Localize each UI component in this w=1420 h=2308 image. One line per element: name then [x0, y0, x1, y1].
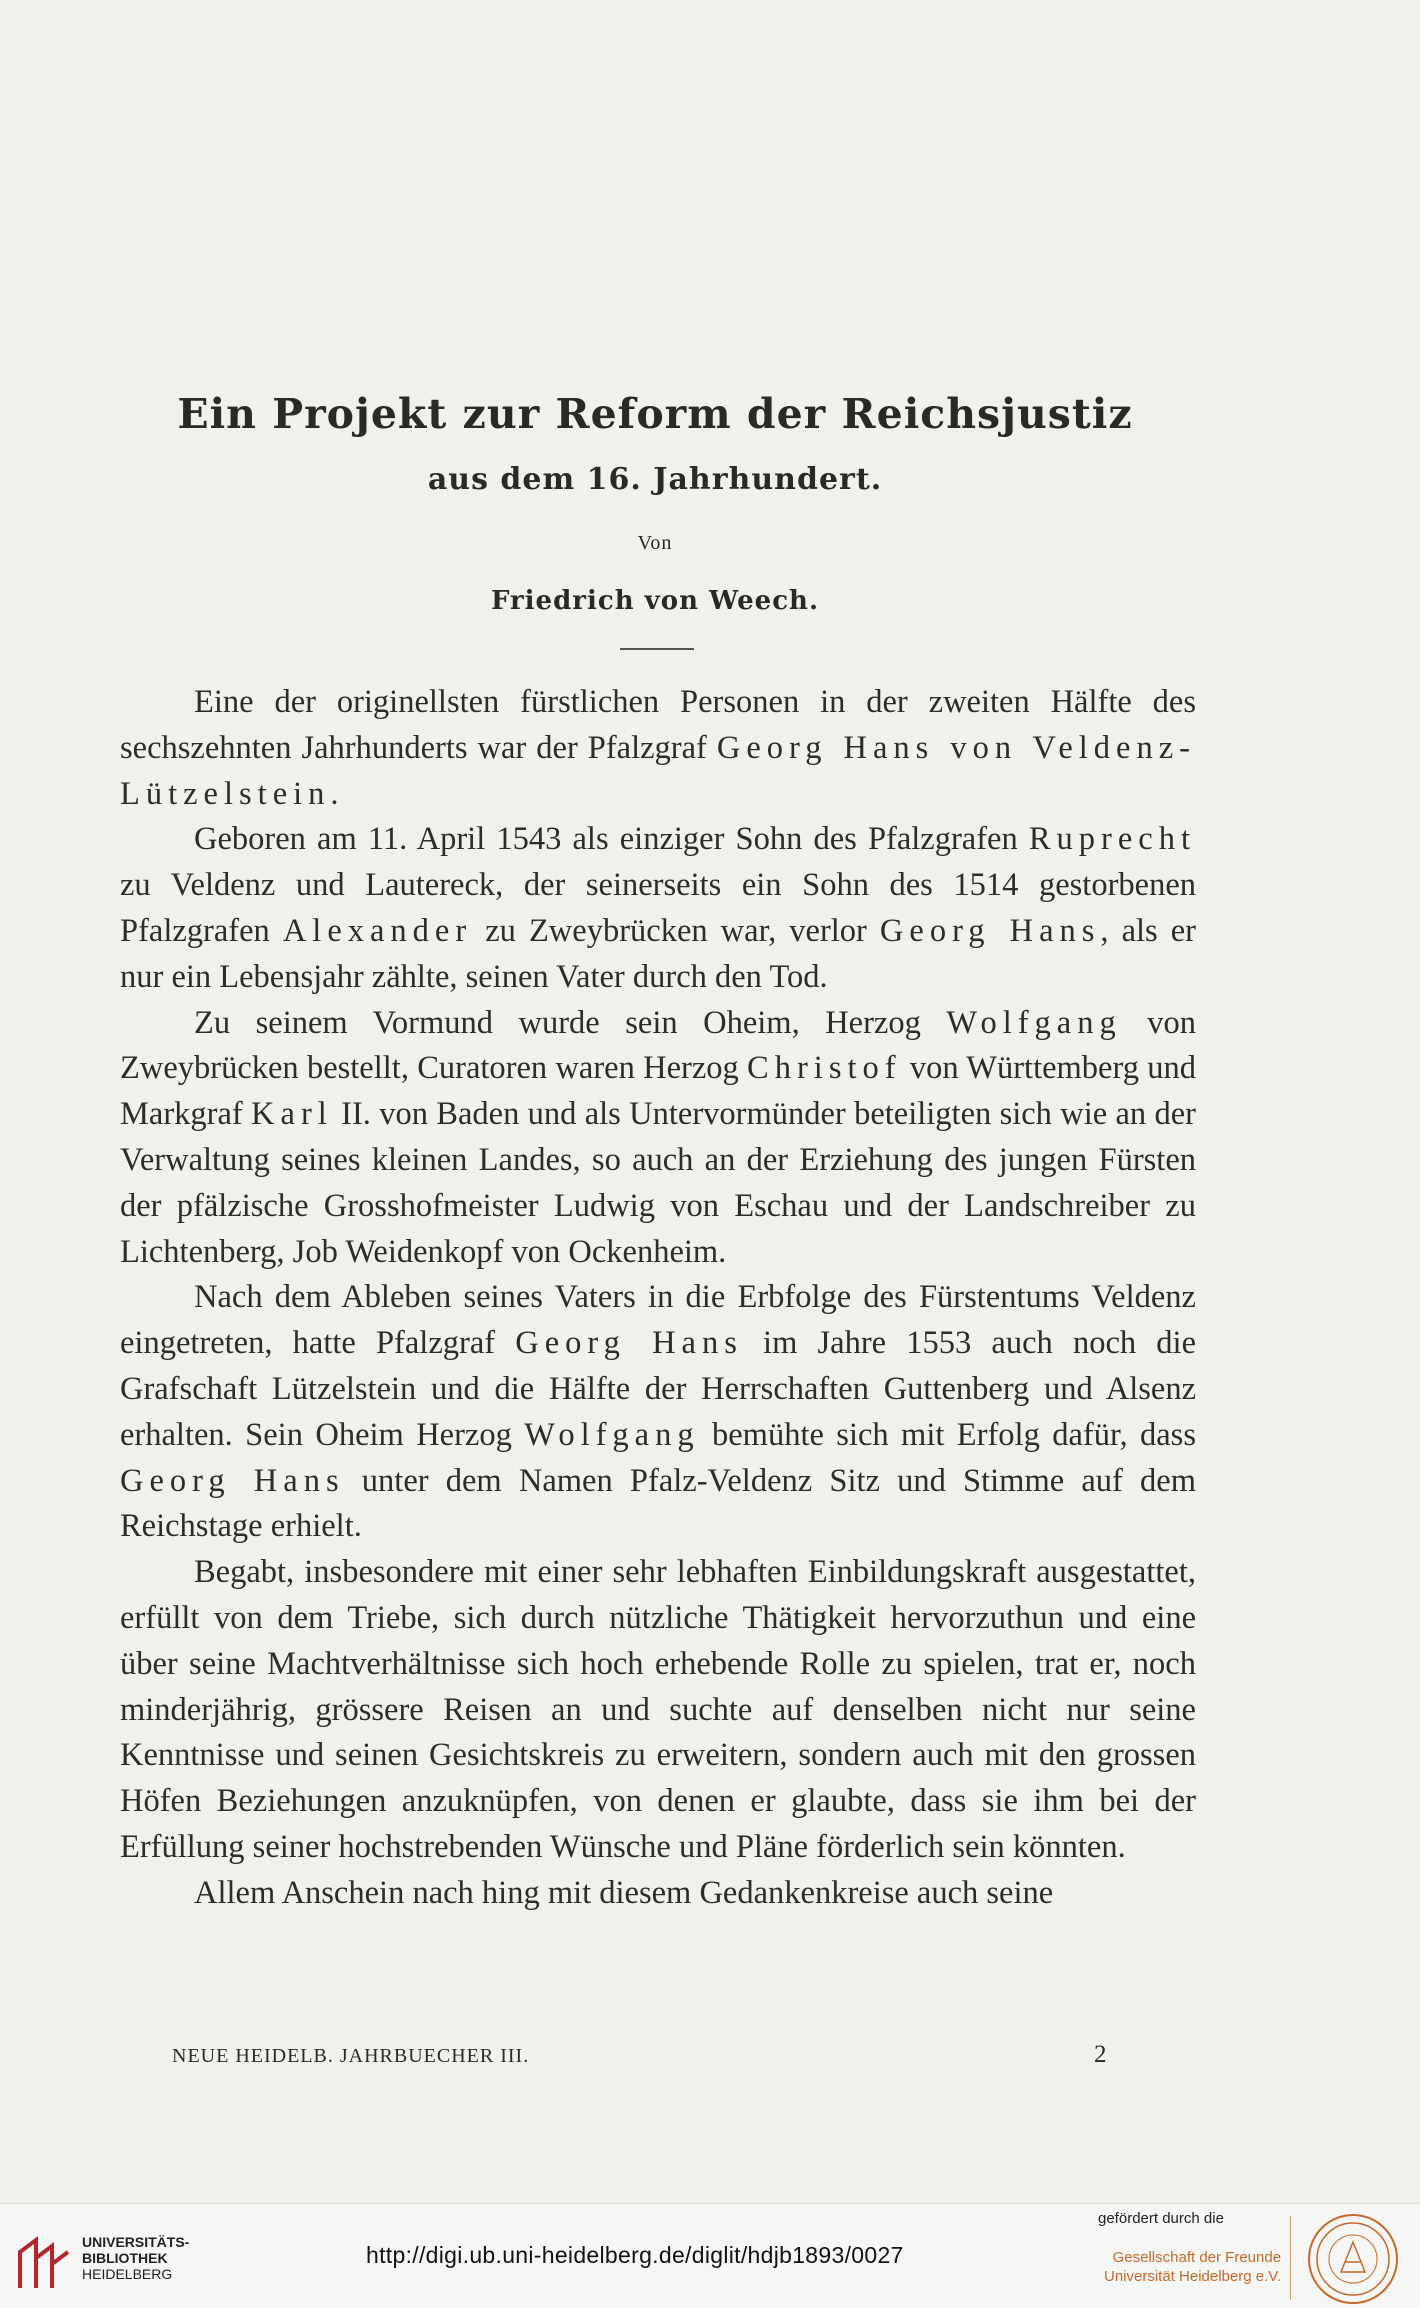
text-run: bemühte sich mit Erfolg dafür, dass — [699, 1416, 1196, 1453]
paragraph: Allem Anschein nach hing mit diesem Gedankenkreise auch seine — [194, 1874, 1054, 1911]
text-run: von Zweybrücken bestellt, Curatoren waren Herzog — [120, 1004, 1197, 1087]
spaced-name: Christof — [747, 1050, 902, 1087]
sponsor-label: gefördert durch die — [1098, 2210, 1224, 2227]
text-run: Geboren am 11. April 1543 als einziger Sohn des Pfalzgrafen — [194, 821, 1029, 858]
spaced-name: Georg Hans — [515, 1325, 743, 1362]
paragraph — [120, 1275, 1196, 1550]
university-library-logo-icon — [14, 2234, 72, 2292]
paragraph — [120, 1001, 1196, 1276]
journal-footer: NEUE HEIDELB. JAHRBUECHER III. — [172, 2045, 530, 2067]
spaced-name: Wolfgang — [524, 1416, 700, 1453]
library-name-line: HEIDELBERG — [82, 2266, 173, 2282]
sponsor-name — [1104, 2248, 1281, 2286]
sponsor-divider — [1290, 2216, 1291, 2300]
spaced-name: Georg Hans — [120, 1462, 345, 1499]
spaced-name: Georg Hans — [879, 912, 1101, 949]
article-author: Friedrich von Weech. — [490, 586, 819, 616]
text-run: II. von Baden und als Untervormünder beteiligten sich wie an der Verwaltung seines kleinen Landes, so auch an der Erziehung des jungen Fürsten der pfälzische Grosshofmeister Ludwig von Eschau und der Landschreiber zu Lichtenberg, Job Weidenkopf von Ockenheim. — [120, 1096, 1196, 1270]
sponsor-name-line: Gesellschaft der Freunde — [1112, 2249, 1282, 2266]
text-run: unter dem Namen Pfalz-Veldenz Sitz und Stimme auf dem Reichstage erhielt. — [120, 1462, 1196, 1545]
library-name-line: BIBLIOTHEK — [82, 2250, 168, 2266]
paragraph — [120, 817, 1196, 1000]
byline-von: Von — [637, 532, 673, 554]
text-run: Eine der originellsten fürstlichen Personen in der zweiten Hälfte des sechszehnten Jahrhunderts war der Pfalzgraf — [120, 684, 1196, 766]
page-number: 2 — [1094, 2041, 1107, 2068]
spaced-name: Karl — [251, 1096, 333, 1133]
library-name — [82, 2234, 189, 2282]
text-run: im Jahre 1553 auch noch die Grafschaft Lützelstein und die Hälfte der Herrschaften Guttenberg und Alsenz erhalten. Sein Oheim Herzog — [120, 1325, 1197, 1453]
spaced-name: Alexander — [282, 912, 473, 949]
sponsor-name-line: Universität Heidelberg e.V. — [1104, 2268, 1282, 2285]
viewer-footer — [0, 2203, 1420, 2308]
document-url-link[interactable]: http://digi.ub.uni-heidelberg.de/diglit/hdjb1893/0027 — [366, 2242, 904, 2268]
text-run: Zu seinem Vormund wurde sein Oheim, Herzog — [194, 1004, 947, 1041]
text-run: zu Veldenz und Lautereck, der seinerseits ein Sohn des 1514 gestorbenen Pfalzgrafen — [120, 867, 1196, 949]
paragraph: Begabt, insbesondere mit einer sehr lebhaften Einbildungskraft ausgestattet, erfüllt von dem Triebe, sich durch nützliche Thätigkeit hervorzuthun und eine über seine Machtverhältnisse sich hoch erhebende Rolle zu spielen, trat er, noch minderjährig, grössere Reisen an und suchte auf denselben nicht nur seine Kenntnisse und seinen Gesichtskreis zu erweitern, sondern auch mit den grossen Höfen Beziehungen anzuknüpfen, von denen er glaubte, dass sie ihm bei der Erfüllung seiner hochstrebenden Wünsche und Pläne förderlich sein könnten. — [120, 1554, 1196, 1865]
text-run: zu Zweybrücken war, verlor — [472, 912, 880, 949]
article-title: Ein Projekt zur Reform der Reichsjustiz — [177, 390, 1133, 438]
university-seal-icon — [1306, 2212, 1400, 2306]
spaced-name: Ruprecht — [1028, 821, 1196, 858]
paragraph — [120, 680, 1196, 817]
text-run: von Württemberg und Markgraf — [120, 1050, 1196, 1133]
library-name-line: UNIVERSITÄTS- — [82, 2234, 190, 2250]
article-body — [120, 680, 1196, 1917]
spaced-name: Georg Hans von Veldenz-Lützelstein — [120, 729, 1196, 812]
text-run: Nach dem Ableben seines Vaters in die Erbfolge des Fürstentums Veldenz eingetreten, hatte Pfalzgraf — [120, 1279, 1196, 1362]
title-divider — [620, 648, 694, 650]
text-run: . — [330, 775, 339, 812]
article-subtitle: aus dem 16. Jahrhundert. — [427, 462, 883, 497]
spaced-name: Wolfgang — [946, 1004, 1122, 1041]
text-run: , als er nur ein Lebensjahr zählte, seinen Vater durch den Tod. — [120, 912, 1196, 995]
